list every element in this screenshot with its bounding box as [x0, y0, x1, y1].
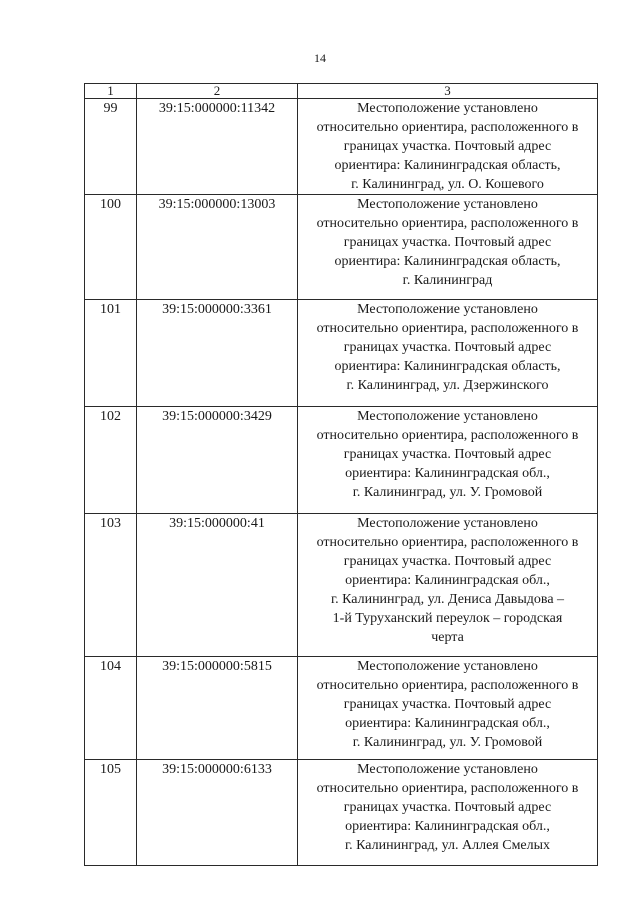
location-description	[298, 760, 598, 866]
table-row	[85, 300, 598, 407]
location-line: ориентира: Калининградская обл.,	[345, 819, 550, 834]
location-line: черта	[431, 630, 464, 645]
location-line: Местоположение установлено	[357, 302, 538, 317]
location-line: 1-й Туруханский переулок – городская	[332, 611, 563, 626]
cadastral-number: 39:15:000000:3361	[137, 300, 298, 407]
location-line: границах участка. Почтовый адрес	[343, 139, 552, 154]
location-line: границах участка. Почтовый адрес	[343, 554, 552, 569]
location-line: относительно ориентира, расположенного в	[316, 120, 579, 135]
column-header: 2	[137, 84, 298, 99]
location-line: г. Калининград, ул. О. Кошевого	[351, 177, 544, 192]
table-row	[85, 99, 598, 195]
location-line: относительно ориентира, расположенного в	[316, 781, 579, 796]
location-description	[298, 657, 598, 760]
location-line: относительно ориентира, расположенного в	[316, 535, 579, 550]
location-line: относительно ориентира, расположенного в	[316, 321, 579, 336]
location-line: г. Калининград, ул. У. Громовой	[352, 735, 543, 750]
location-line: границах участка. Почтовый адрес	[343, 235, 552, 250]
table-row	[85, 514, 598, 657]
table-row	[85, 657, 598, 760]
location-line: ориентира: Калининградская область,	[334, 254, 561, 269]
location-line: г. Калининград, ул. У. Громовой	[352, 485, 543, 500]
table-row	[85, 407, 598, 514]
location-line: относительно ориентира, расположенного в	[316, 216, 579, 231]
location-line: Местоположение установлено	[357, 409, 538, 424]
table-row	[85, 760, 598, 866]
column-header: 1	[85, 84, 137, 99]
location-line: ориентира: Калининградская обл.,	[345, 716, 550, 731]
cadastral-number: 39:15:000000:41	[137, 514, 298, 657]
location-line: относительно ориентира, расположенного в	[316, 678, 579, 693]
location-description	[298, 407, 598, 514]
location-line: границах участка. Почтовый адрес	[343, 340, 552, 355]
location-line: Местоположение установлено	[357, 516, 538, 531]
cadastral-number: 39:15:000000:6133	[137, 760, 298, 866]
location-description	[298, 195, 598, 300]
location-line: границах участка. Почтовый адрес	[343, 447, 552, 462]
location-line: границах участка. Почтовый адрес	[343, 800, 552, 815]
location-line: Местоположение установлено	[357, 659, 538, 674]
location-line: г. Калининград	[402, 273, 493, 288]
row-number: 99	[85, 99, 137, 195]
location-line: г. Калининград, ул. Дзержинского	[346, 378, 549, 393]
location-line: Местоположение установлено	[357, 197, 538, 212]
table-row	[85, 195, 598, 300]
cadastral-number: 39:15:000000:3429	[137, 407, 298, 514]
location-line: ориентира: Калининградская область,	[334, 359, 561, 374]
location-line: ориентира: Калининградская обл.,	[345, 573, 550, 588]
row-number: 100	[85, 195, 137, 300]
row-number: 101	[85, 300, 137, 407]
location-line: г. Калининград, ул. Дениса Давыдова –	[330, 592, 565, 607]
table-header-row	[85, 84, 598, 99]
cadastral-number: 39:15:000000:13003	[137, 195, 298, 300]
location-description	[298, 514, 598, 657]
location-line: ориентира: Калининградская обл.,	[345, 466, 550, 481]
location-line: границах участка. Почтовый адрес	[343, 697, 552, 712]
location-line: относительно ориентира, расположенного в	[316, 428, 579, 443]
location-description	[298, 300, 598, 407]
row-number: 102	[85, 407, 137, 514]
location-line: г. Калининград, ул. Аллея Смелых	[344, 838, 551, 853]
row-number: 104	[85, 657, 137, 760]
page-number: 14	[314, 51, 326, 65]
land-plot-table	[84, 83, 598, 866]
location-description	[298, 99, 598, 195]
location-line: ориентира: Калининградская область,	[334, 158, 561, 173]
column-header: 3	[298, 84, 598, 99]
cadastral-number: 39:15:000000:11342	[137, 99, 298, 195]
row-number: 103	[85, 514, 137, 657]
row-number: 105	[85, 760, 137, 866]
location-line: Местоположение установлено	[357, 101, 538, 116]
location-line: Местоположение установлено	[357, 762, 538, 777]
cadastral-number: 39:15:000000:5815	[137, 657, 298, 760]
